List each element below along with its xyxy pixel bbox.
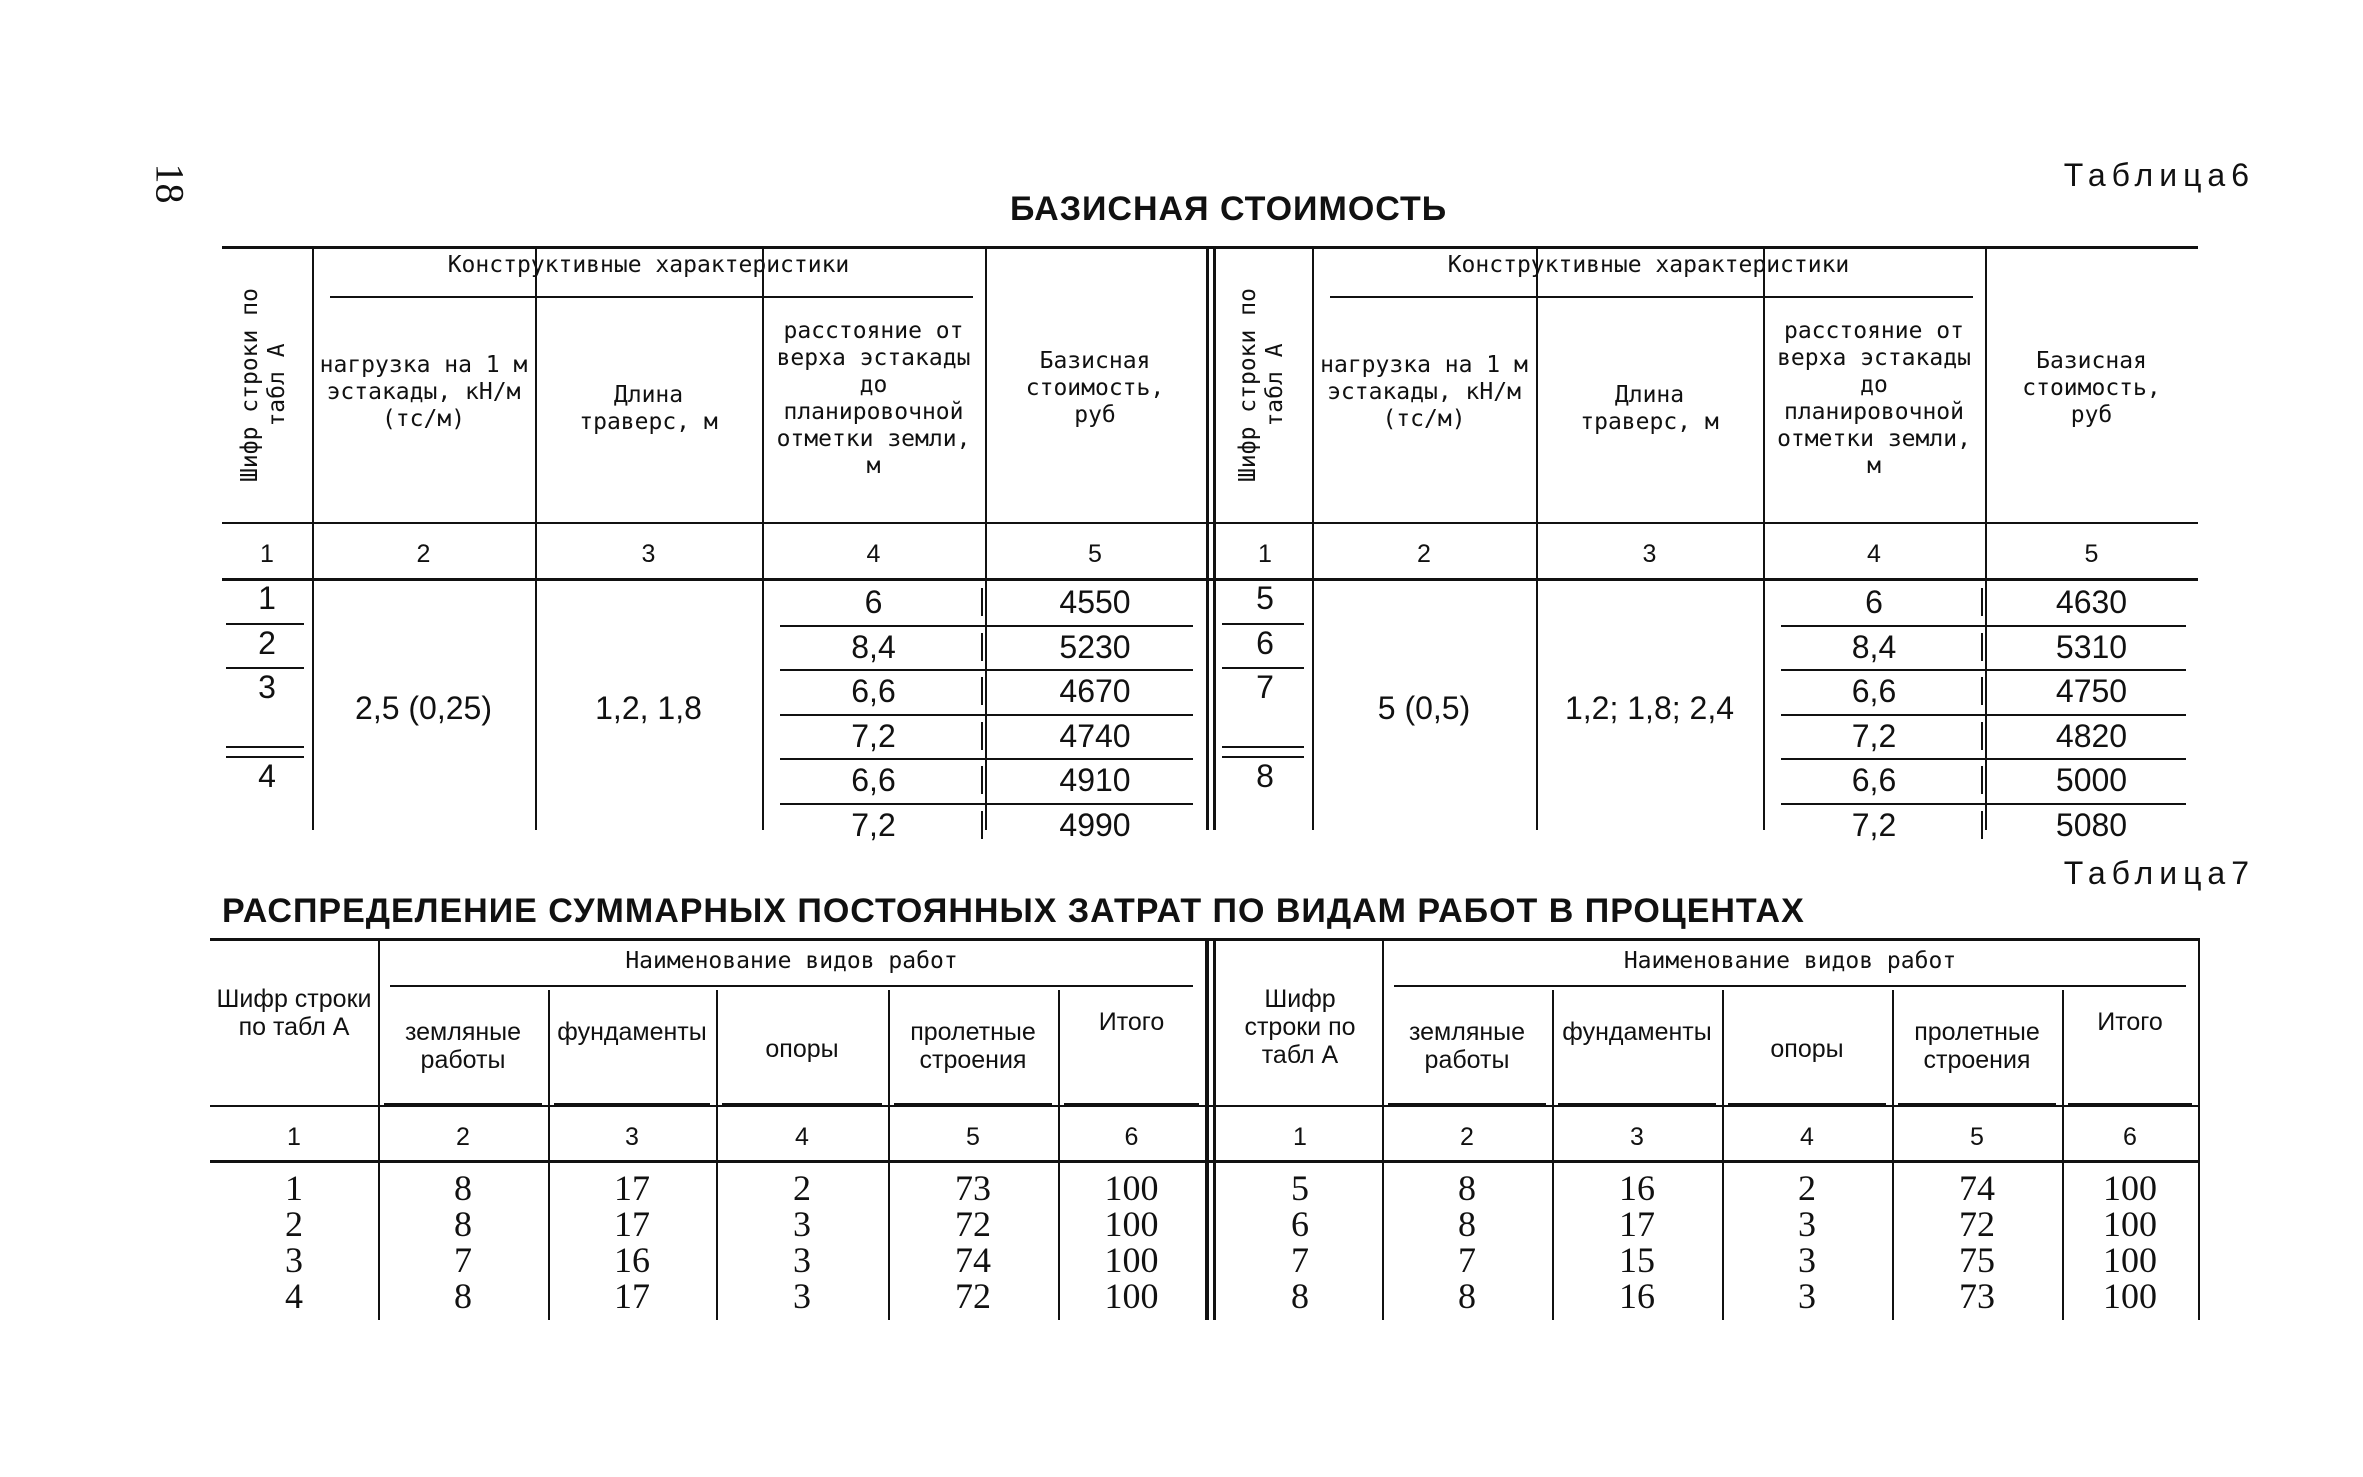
table7-cell: 74 — [955, 1240, 991, 1280]
table7-cell: 73 — [1959, 1276, 1995, 1316]
table6-double-rule — [1206, 246, 1209, 830]
table6-cell-tick — [1981, 811, 1983, 839]
table6-cost-cell: 5080 — [2055, 806, 2128, 843]
table6-cell-tick — [981, 633, 983, 661]
table7-col5-header: пролетные строения — [1914, 1018, 2040, 1074]
table6-row-rule — [1781, 669, 2186, 671]
table6-row-rule — [780, 714, 1193, 716]
table6-col-rule — [1536, 246, 1538, 830]
table6-col-number: 2 — [416, 540, 431, 568]
table7-subheader-rule — [2068, 1103, 2192, 1105]
table6-cell-tick — [981, 677, 983, 705]
table6-cost-cell: 4990 — [1059, 806, 1131, 843]
table6-cell-tick — [1981, 633, 1983, 661]
table6-code-cell: 5 — [1256, 580, 1274, 616]
table7-top-rule — [210, 938, 2198, 941]
table6-cell-tick — [981, 588, 983, 616]
table7-cell: 2 — [285, 1204, 303, 1244]
table7-col-number: 3 — [625, 1123, 639, 1151]
table6-header-rule — [222, 522, 2198, 524]
table7-cell: 74 — [1959, 1168, 1995, 1208]
table7-col-number: 5 — [966, 1123, 980, 1151]
table6-distance-cell: 8,4 — [851, 628, 896, 665]
table7-cell: 5 — [1291, 1168, 1309, 1208]
table7-col-number: 1 — [1293, 1123, 1307, 1151]
table6-col-number: 2 — [1417, 540, 1431, 568]
table7-col1-header: Шифр строки по табл А — [1244, 985, 1356, 1069]
table7-cell: 100 — [1104, 1240, 1159, 1280]
table6-load-cell: 5 (0,5) — [1377, 690, 1471, 726]
table7-cell: 4 — [285, 1276, 303, 1316]
table6-row-rule — [780, 625, 1193, 627]
table7-cell: 3 — [793, 1204, 811, 1244]
table6-distance-cell: 6,6 — [851, 673, 896, 709]
table7-col4-header: опоры — [1770, 1035, 1844, 1063]
table7-col3-header: фундаменты — [557, 1018, 707, 1046]
table6-distance-cell: 7,2 — [1851, 806, 1897, 843]
table7-col-rule — [2198, 938, 2200, 1320]
table6-distance-cell: 7,2 — [851, 806, 896, 843]
table6-col-number: 1 — [1258, 540, 1272, 568]
table7-cell: 7 — [454, 1240, 472, 1280]
table6-code-rule — [1222, 623, 1304, 625]
table6-code-rule — [226, 623, 304, 625]
table7-cell: 3 — [285, 1240, 303, 1280]
table6-row-rule — [1781, 625, 2186, 627]
table7-subheader-rule — [894, 1103, 1052, 1105]
table7-subheader-rule — [1064, 1103, 1199, 1105]
table7-col2-header: земляные работы — [404, 1018, 522, 1074]
table7-col-number: 6 — [2123, 1123, 2137, 1151]
table7-subheader-rule — [384, 1103, 542, 1105]
table7-cell: 72 — [955, 1204, 991, 1244]
table7-cell: 8 — [1458, 1276, 1476, 1316]
table7-col-number: 5 — [1970, 1123, 1984, 1151]
table6-code-rule — [1222, 667, 1304, 669]
table7-col-number: 6 — [1124, 1123, 1139, 1151]
table6-col4-header: расстояние от верха эстакады до планировочной отметки земли, м — [1777, 318, 1971, 479]
table6-double-rule — [1213, 246, 1216, 830]
table6-col-number: 5 — [1088, 540, 1102, 568]
table7-col1-header: Шифр строки по табл А — [216, 985, 372, 1041]
table7-cell: 16 — [1619, 1168, 1655, 1208]
table6-distance-cell: 6,6 — [1851, 673, 1897, 709]
table6-cost-cell: 5000 — [2055, 762, 2128, 798]
table6-cell-tick — [1981, 722, 1983, 750]
table6-col-number: 3 — [1642, 540, 1657, 568]
table7-cell: 3 — [1798, 1204, 1816, 1244]
table7-cell: 17 — [614, 1168, 650, 1208]
table6-cost-cell: 4750 — [2055, 673, 2128, 709]
table6-row-rule — [1781, 803, 2186, 805]
table7-cell: 100 — [1104, 1204, 1159, 1244]
table6-cost-cell: 4630 — [2055, 584, 2128, 620]
table6-code-cell: 4 — [258, 758, 276, 794]
table7-cell: 16 — [614, 1240, 650, 1280]
table6-col3-header: Длина траверс, м — [579, 382, 718, 435]
table7-col-number: 4 — [795, 1123, 809, 1151]
table7-cell: 8 — [454, 1204, 472, 1244]
table6-code-rule — [1222, 746, 1304, 748]
table7-cell: 3 — [793, 1240, 811, 1280]
table7-col-number: 1 — [287, 1123, 301, 1151]
table7-group-rule — [1394, 985, 2186, 987]
table6-code-cell: 8 — [1256, 758, 1274, 794]
table6-row-rule — [780, 669, 1193, 671]
table7-cell: 17 — [1619, 1204, 1655, 1244]
table7-cell: 1 — [285, 1168, 303, 1208]
table7-cell: 8 — [454, 1276, 472, 1316]
table7-cell: 72 — [955, 1276, 991, 1316]
table7-col-number: 4 — [1800, 1123, 1814, 1151]
table7-cell: 15 — [1619, 1240, 1655, 1280]
table6-group-rule — [330, 296, 973, 298]
table6-col-number: 1 — [260, 540, 274, 568]
table6-col2-header: нагрузка на 1 м эстакады, кН/м (тс/м) — [319, 352, 528, 432]
table7-cell: 17 — [614, 1204, 650, 1244]
table6-col-number: 5 — [2084, 540, 2099, 568]
table6-row-rule — [1781, 758, 2186, 760]
table7-title: РАСПРЕДЕЛЕНИЕ СУММАРНЫХ ПОСТОЯННЫХ ЗАТРАТ ПО ВИДАМ РАБОТ В ПРОЦЕНТАХ — [222, 892, 1805, 930]
table6-row-rule — [1781, 714, 2186, 716]
table6-load-cell: 2,5 (0,25) — [355, 690, 492, 726]
table6-cell-tick — [981, 766, 983, 794]
table6-row-rule — [780, 803, 1193, 805]
table6-code-cell: 2 — [258, 624, 276, 661]
table6-code-cell: 1 — [258, 580, 276, 616]
table6-col-rule — [535, 246, 537, 830]
table6-cost-cell: 4670 — [1059, 673, 1131, 709]
table6-col1-header: Шифр строки по табл А — [1235, 288, 1288, 482]
table7-col4-header: опоры — [765, 1035, 839, 1063]
table6-col-rule — [1312, 246, 1314, 830]
table7-cell: 2 — [793, 1168, 811, 1208]
table6-col5-header: Базисная стоимость, руб — [2022, 348, 2161, 428]
table6-row-rule — [780, 758, 1193, 760]
table7-col-rule — [1205, 938, 1207, 1320]
table7-cell: 100 — [2103, 1240, 2157, 1280]
table7-double-rule — [1213, 938, 1216, 1320]
table6-traverse-cell: 1,2; 1,8; 2,4 — [1564, 690, 1734, 726]
table6-code-rule — [226, 667, 304, 669]
table6-code-rule — [1222, 756, 1304, 758]
table7-cell: 100 — [1104, 1276, 1159, 1316]
table7-group-header: Наименование видов работ — [625, 948, 958, 974]
table7-subheader-rule — [1898, 1103, 2056, 1105]
table7-cell: 17 — [614, 1276, 650, 1316]
table7-col5-header: пролетные строения — [910, 1018, 1036, 1074]
table6-col4-header: расстояние от верха эстакады до планировочной отметки земли, м — [776, 318, 971, 479]
table6-cell-tick — [1981, 588, 1983, 616]
table7-group-header: Наименование видов работ — [1623, 948, 1957, 974]
table7-numbers-rule — [210, 1160, 2198, 1163]
table7-subheader-rule — [554, 1103, 710, 1105]
table6-col-number: 4 — [1867, 540, 1881, 568]
table7-cell: 3 — [1798, 1276, 1816, 1316]
table6-group-rule — [1330, 296, 1973, 298]
table6-col5-header: Базисная стоимость, руб — [1025, 348, 1165, 428]
table6-label: Таблица6 — [2063, 157, 2255, 193]
table7-cell: 3 — [1798, 1240, 1816, 1280]
table6-distance-cell: 6,6 — [1851, 762, 1897, 798]
table7-col3-header: фундаменты — [1562, 1018, 1712, 1046]
table7-cell: 8 — [1458, 1204, 1476, 1244]
table6-cost-cell: 4740 — [1059, 717, 1131, 754]
table6-col-number: 4 — [866, 540, 881, 568]
table6-distance-cell: 6 — [1865, 584, 1883, 620]
table7-col-number: 2 — [1460, 1123, 1474, 1151]
table6-cell-tick — [981, 811, 983, 839]
table6-traverse-cell: 1,2, 1,8 — [595, 690, 702, 726]
table6-code-rule — [226, 746, 304, 748]
table6-group-header: Конструктивные характеристики — [447, 252, 850, 278]
table6-distance-cell: 7,2 — [1851, 717, 1897, 754]
table6-distance-cell: 7,2 — [851, 717, 896, 754]
table6-cell-tick — [1981, 677, 1983, 705]
table7-cell: 72 — [1959, 1204, 1995, 1244]
table7-col6-header: Итого — [2097, 1008, 2163, 1036]
table7-col6-header: Итого — [1098, 1008, 1165, 1036]
table6-distance-cell: 6 — [864, 584, 883, 620]
table7-col2-header: земляные работы — [1408, 1018, 1526, 1074]
table6-code-cell: 6 — [1256, 624, 1274, 661]
table7-cell: 8 — [1291, 1276, 1309, 1316]
page-number: 18 — [147, 163, 193, 204]
table6-cost-cell: 4820 — [2055, 717, 2128, 754]
table7-cell: 7 — [1458, 1240, 1476, 1280]
table7-subheader-rule — [1388, 1103, 1546, 1105]
table6-cost-cell: 5310 — [2055, 628, 2128, 665]
table6-cell-tick — [1981, 766, 1983, 794]
table7-cell: 100 — [2103, 1168, 2157, 1208]
table7-col-number: 3 — [1630, 1123, 1644, 1151]
table7-label: Таблица7 — [2063, 855, 2255, 891]
table7-group-rule — [390, 985, 1193, 987]
table6-code-cell: 7 — [1256, 669, 1274, 705]
table6-col-number: 3 — [641, 540, 656, 568]
table6-col-rule — [312, 246, 314, 830]
table6-distance-cell: 6,6 — [851, 762, 896, 798]
table6-cell-tick — [981, 722, 983, 750]
table6-cost-cell: 4550 — [1059, 584, 1131, 620]
table6-group-header: Конструктивные характеристики — [1447, 252, 1850, 278]
table6-col2-header: нагрузка на 1 м эстакады, кН/м (тс/м) — [1320, 352, 1528, 432]
table7-cell: 6 — [1291, 1204, 1309, 1244]
table7-subheader-rule — [722, 1103, 882, 1105]
table7-subheader-rule — [1728, 1103, 1886, 1105]
table7-cell: 100 — [2103, 1204, 2157, 1244]
table7-cell: 75 — [1959, 1240, 1995, 1280]
table7-cell: 73 — [955, 1168, 991, 1208]
table7-cell: 2 — [1798, 1168, 1816, 1208]
table7-col-number: 2 — [456, 1123, 470, 1151]
table7-cell: 100 — [1104, 1168, 1159, 1208]
table6-col1-header: Шифр строки по табл А — [237, 288, 290, 482]
table6-distance-cell: 8,4 — [1851, 628, 1897, 665]
table6-cost-cell: 4910 — [1059, 762, 1131, 798]
table7-cell: 7 — [1291, 1240, 1309, 1280]
table7-header-rule — [210, 1105, 2198, 1107]
table7-cell: 3 — [793, 1276, 811, 1316]
table6-col3-header: Длина траверс, м — [1580, 382, 1719, 435]
table6-cost-cell: 5230 — [1059, 628, 1131, 665]
table7-cell: 16 — [1619, 1276, 1655, 1316]
table7-cell: 100 — [2103, 1276, 2157, 1316]
table6-numbers-rule — [222, 578, 2198, 581]
table6-title: БАЗИСНАЯ СТОИМОСТЬ — [1010, 190, 1448, 228]
table7-cell: 8 — [454, 1168, 472, 1208]
table7-cell: 8 — [1458, 1168, 1476, 1208]
table6-top-rule — [222, 246, 2198, 249]
table6-code-cell: 3 — [258, 669, 276, 705]
table6-code-rule — [226, 756, 304, 758]
table7-subheader-rule — [1558, 1103, 1716, 1105]
